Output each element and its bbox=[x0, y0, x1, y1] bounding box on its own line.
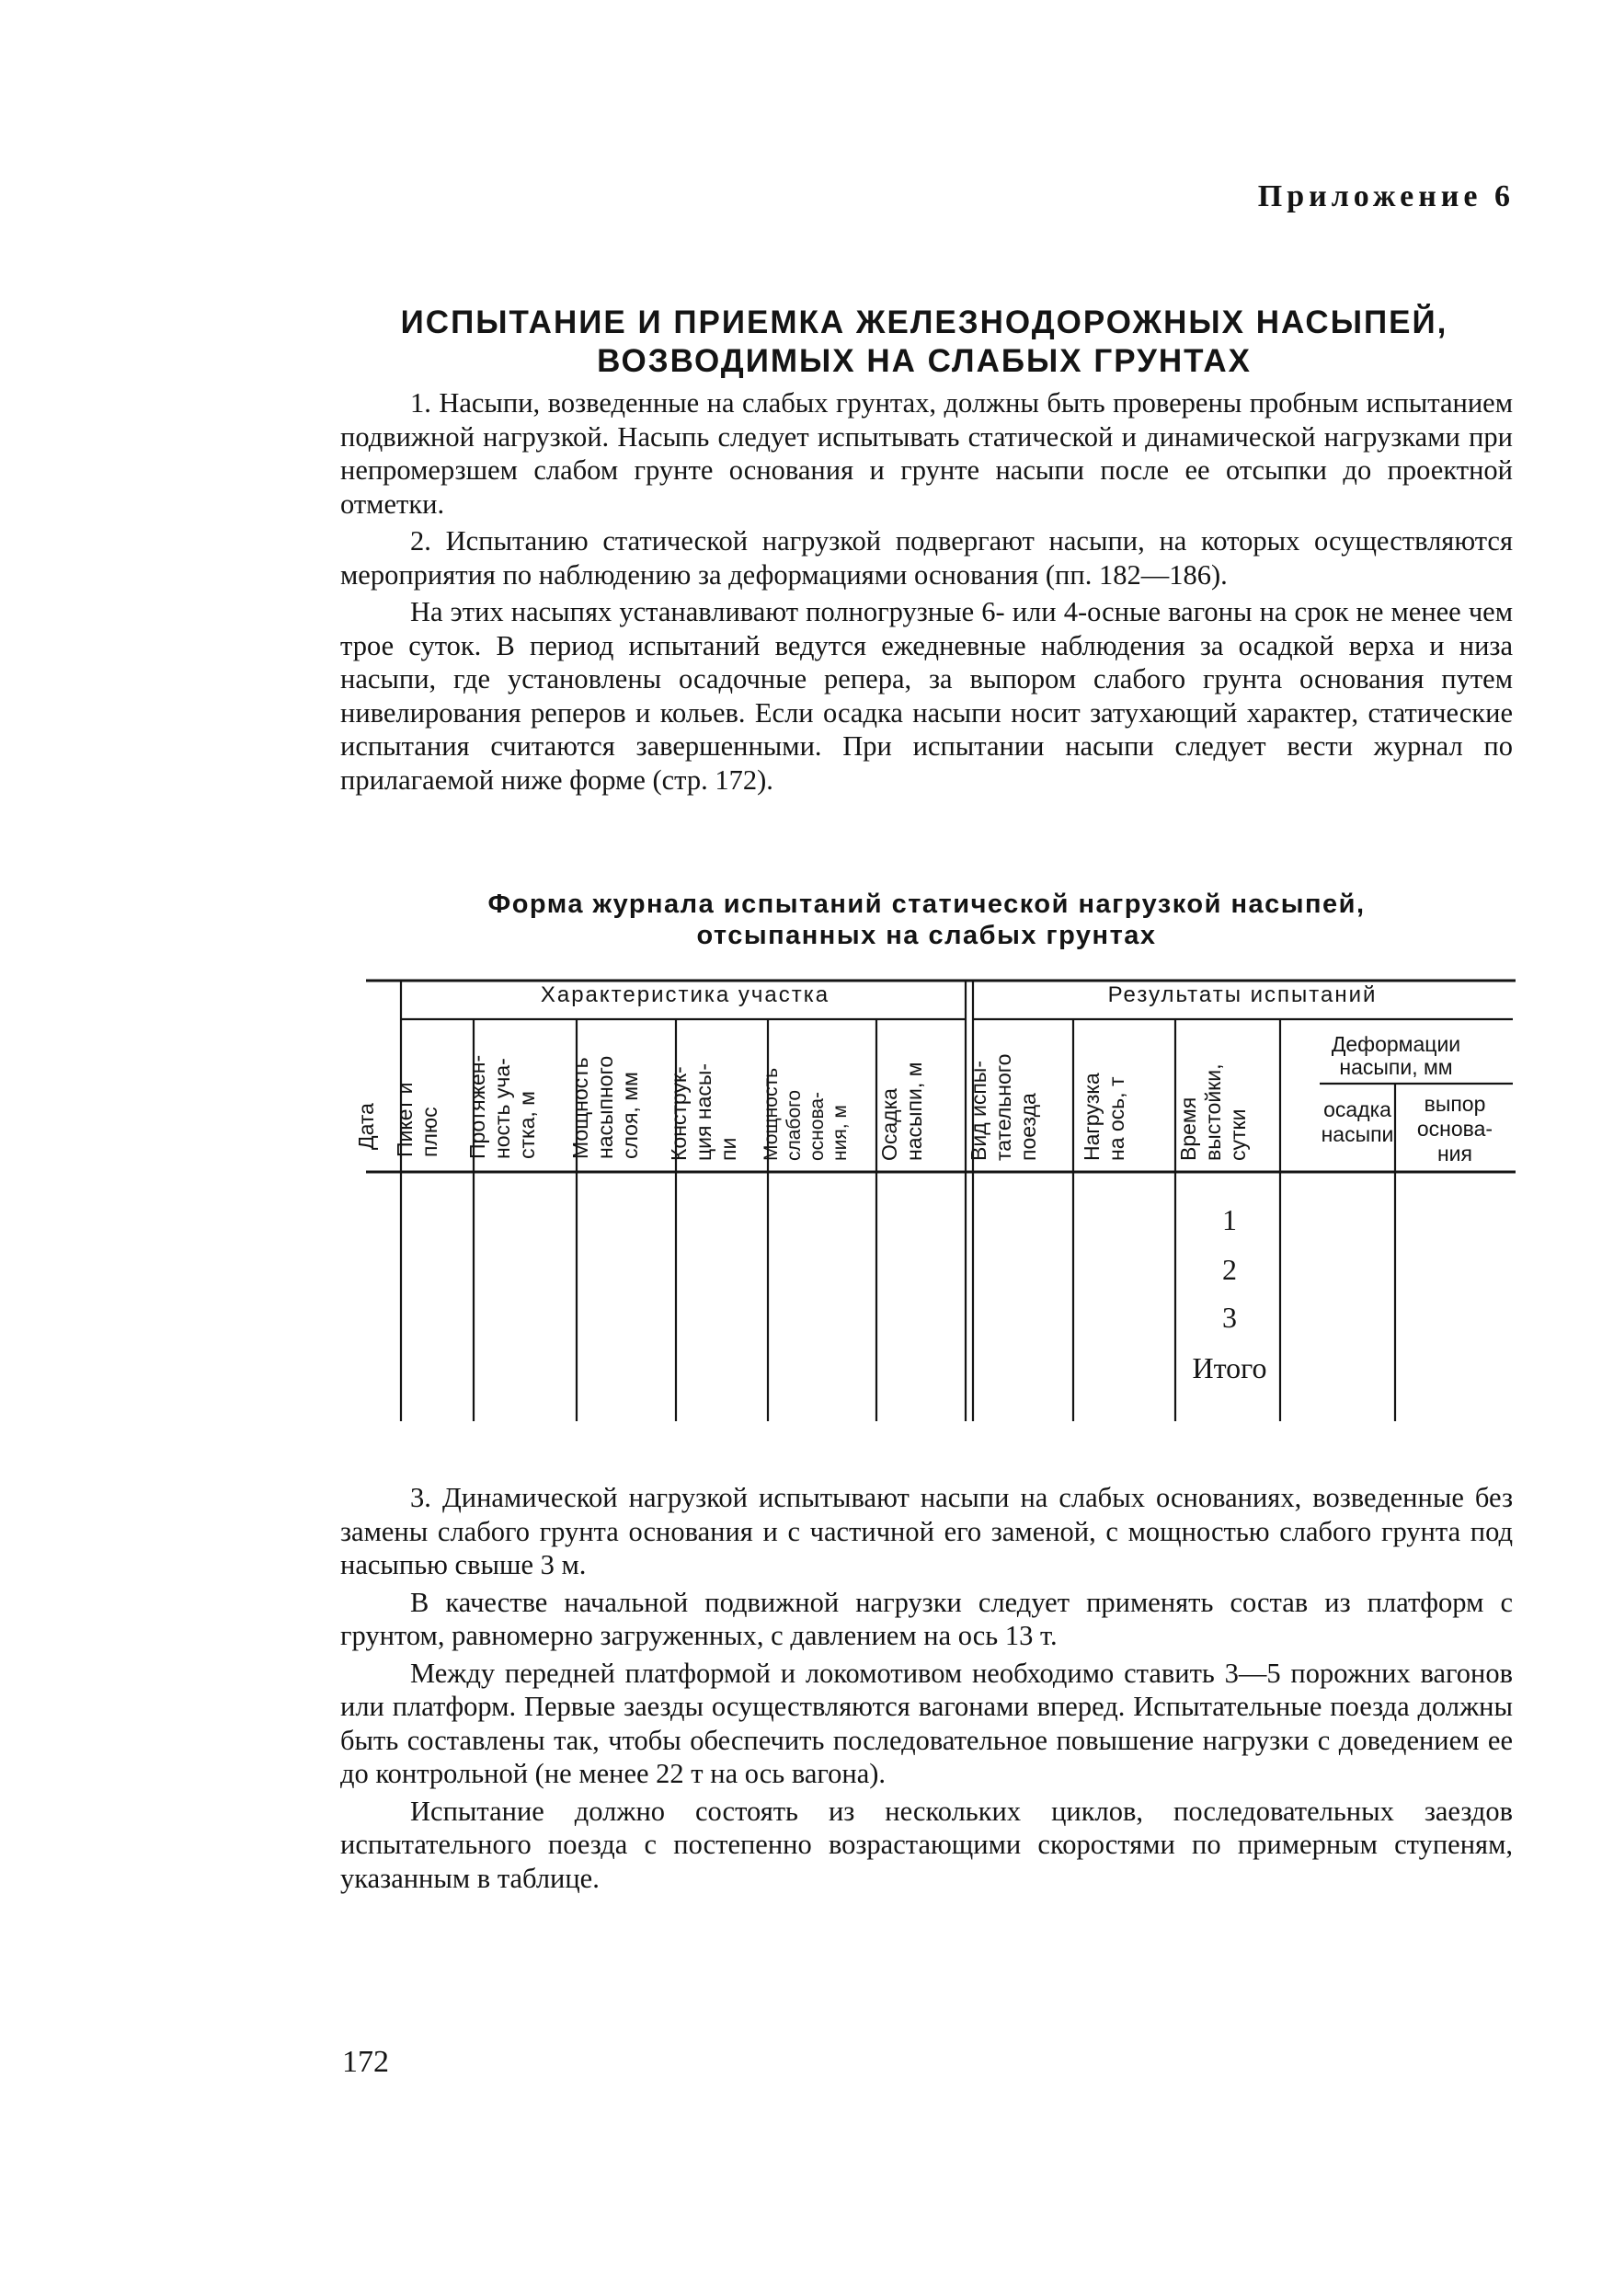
col-header-train-type-line-2: тательного bbox=[991, 1053, 1015, 1161]
col-header-fill-thickness-line-3: слоя, мм bbox=[618, 1072, 642, 1159]
col-header-settlement bbox=[877, 1062, 926, 1161]
col-header-construction-line-3: пи bbox=[716, 1137, 740, 1161]
col-header-length bbox=[465, 1055, 539, 1159]
col-header-weak-thickness-line-4: ния, м bbox=[830, 1105, 851, 1161]
col-header-picket bbox=[393, 1083, 441, 1158]
col-header-base-heave-line-2: основа- bbox=[1416, 1117, 1493, 1141]
paragraph-7: Испытание должно состоять из нескольких циклов, последовательных заездов испытательного поезда с постепенно возрастающими скоростями по примерным ступеням, указанным в таблице. bbox=[340, 1795, 1513, 1894]
col-header-fill-thickness bbox=[568, 1056, 642, 1159]
col-header-base-heave-line-3: ния bbox=[1436, 1142, 1473, 1165]
paragraph-6: Между передней платформой и локомотивом необходимо ставить 3—5 порожних вагонов или платформ. Первые заезды осуществляются вагонами вперед. Испытательные поезда должны быть составлены так, чтобы обеспечить последовательное повышение нагрузки с доведением ее до контрольной (не менее 22 т на ось вагона). bbox=[340, 1657, 1513, 1789]
group-header-results: Результаты испытаний bbox=[1107, 982, 1378, 1007]
col-header-base-heave-line-1: выпор bbox=[1424, 1092, 1486, 1116]
col-header-construction bbox=[667, 1063, 740, 1161]
col-header-train-type-line-1: Вид испы- bbox=[967, 1061, 990, 1161]
group-header-characteristics: Характеристика участка bbox=[540, 982, 830, 1007]
table-title-line-2: отсыпанных на слабых грунтах bbox=[696, 921, 1157, 950]
col-header-length-line-2: ность уча- bbox=[490, 1058, 514, 1159]
paragraph-5: В качестве начальной подвижной нагрузки следует применять состав из платформ с грунтом, равномерно загруженных, с давлением на ось 13 т. bbox=[340, 1586, 1513, 1651]
appendix-label: Приложение 6 bbox=[1257, 179, 1515, 213]
col-header-axle-load-line-1: Нагрузка bbox=[1080, 1073, 1104, 1161]
col-header-construction-line-1: Конструк- bbox=[667, 1066, 691, 1161]
paragraph-2: 2. Испытанию статической нагрузкой подвергают насыпи, на которых осуществляются мероприятия по наблюдению за деформациями основания (пп. 182—186). bbox=[340, 525, 1513, 591]
row-label-3: 3 bbox=[1222, 1301, 1237, 1334]
col-header-length-line-1: Протяжен- bbox=[465, 1054, 489, 1159]
table-title-line-1: Форма журнала испытаний статической нагрузкой насыпей, bbox=[487, 890, 1366, 919]
paragraph-3: На этих насыпях устанавливают полногрузные 6- или 4-осные вагоны на срок не менее чем трое суток. В период испытаний ведутся ежедневные наблюдения за осадкой верха и низа насыпи, где установлены осадочные реперa, за выпором слабого грунта основания путем нивелирования реперов и кольев. Если осадка насыпи носит затухающий характер, статические испытания считаются завершенными. При испытании насыпи следует вести журнал по прилагаемой ниже форме (стр. 172). bbox=[340, 596, 1513, 796]
col-header-fill-thickness-line-1: Мощность bbox=[568, 1057, 592, 1159]
col-header-duration-line-2: выстойки, bbox=[1201, 1063, 1225, 1161]
col-header-length-line-3: стка, м bbox=[515, 1091, 539, 1159]
col-header-fill-thickness-line-2: насыпного bbox=[593, 1055, 617, 1159]
col-header-weak-thickness bbox=[761, 1068, 851, 1161]
col-header-fill-settlement-line-2: насыпи bbox=[1321, 1122, 1394, 1146]
group-header-deformations-2: насыпи, мм bbox=[1339, 1055, 1453, 1079]
title-line-2: ВОЗВОДИМЫХ НА СЛАБЫХ ГРУНТАХ bbox=[597, 343, 1252, 379]
col-header-train-type bbox=[967, 1054, 1040, 1161]
group-header-deformations-1: Деформации bbox=[1331, 1032, 1461, 1056]
title-line-1: ИСПЫТАНИЕ И ПРИЕМКА ЖЕЛЕЗНОДОРОЖНЫХ НАСЫПЕЙ, bbox=[400, 304, 1448, 340]
col-header-duration-line-1: Время bbox=[1176, 1096, 1200, 1161]
col-header-date: Дата bbox=[354, 1103, 378, 1150]
page-number: 172 bbox=[342, 2045, 389, 2079]
col-header-weak-thickness-line-3: основа- bbox=[807, 1091, 828, 1161]
col-header-duration-line-3: сутки bbox=[1226, 1108, 1250, 1161]
col-header-settlement-line-2: насыпи, м bbox=[902, 1062, 926, 1161]
row-label-2: 2 bbox=[1222, 1253, 1237, 1286]
col-header-duration bbox=[1176, 1064, 1250, 1161]
dynamic-test-text bbox=[340, 1481, 1513, 1895]
col-header-axle-load bbox=[1080, 1073, 1128, 1161]
row-label-1: 1 bbox=[1222, 1203, 1237, 1236]
col-header-train-type-line-3: поезда bbox=[1016, 1093, 1040, 1161]
col-header-fill-settlement-line-1: осадка bbox=[1323, 1097, 1391, 1121]
paragraph-4: 3. Динамической нагрузкой испытывают насыпи на слабых основаниях, возведенные без замены слабого грунта основания и с частичной его заменой, с мощностью слабого грунта под насыпью свыше 3 м. bbox=[340, 1482, 1513, 1580]
col-header-picket-line-2: плюс bbox=[418, 1107, 441, 1157]
col-header-weak-thickness-line-2: слабого bbox=[784, 1089, 805, 1161]
row-label-total: Итого bbox=[1192, 1351, 1267, 1384]
paragraph-1: 1. Насыпи, возведенные на слабых грунтах, должны быть проверены пробным испытанием подвижной нагрузкой. Насыпь следует испытывать статической и динамической нагрузками при непромерзшем слабом грунте основания и грунте насыпи после ее отсыпки до проектной отметки. bbox=[340, 387, 1513, 520]
col-header-weak-thickness-line-1: Мощность bbox=[761, 1067, 782, 1161]
col-header-construction-line-2: ция насы- bbox=[692, 1062, 715, 1161]
col-header-axle-load-line-2: на ось, т bbox=[1104, 1076, 1128, 1161]
col-header-picket-line-1: Пикет и bbox=[393, 1082, 417, 1157]
col-header-settlement-line-1: Осадка bbox=[877, 1088, 901, 1161]
